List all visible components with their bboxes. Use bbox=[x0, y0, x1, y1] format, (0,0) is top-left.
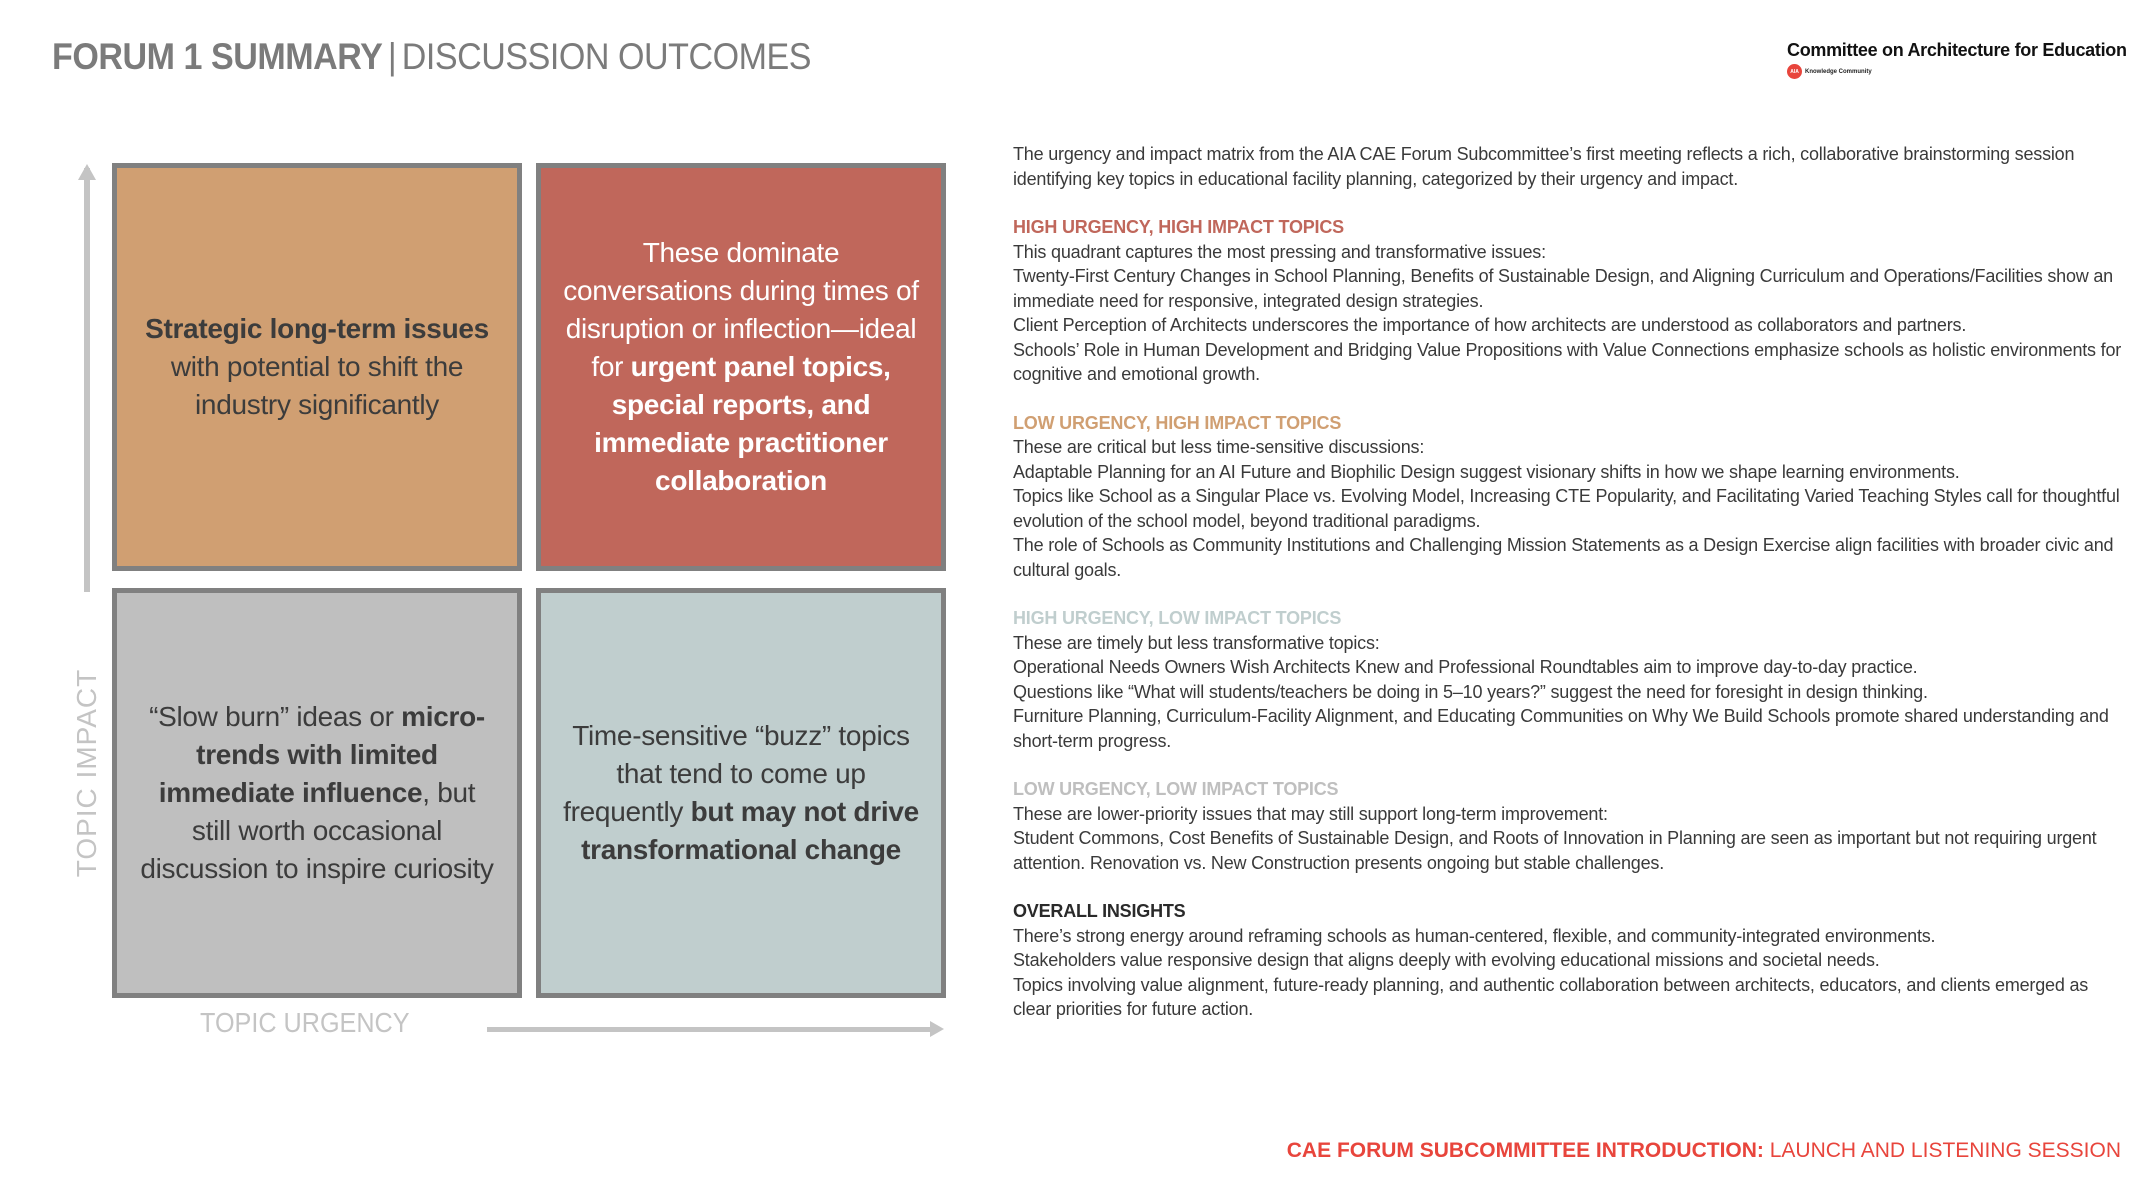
section-line: Topics like School as a Singular Place vs. Evolving Model, Increasing CTE Popularity, and Facilitating Varied Teaching Styles call for thoughtful evolution of the school model, beyond traditional paradigms. bbox=[1013, 486, 2120, 531]
section-line: Topics involving value alignment, future-ready planning, and authentic collaboration between architects, educators, and clients emerged as clear priorities for future action. bbox=[1013, 974, 2089, 1019]
quadrant-plain: , but still worth occasional discussion to inspire curiosity bbox=[140, 777, 494, 884]
section-line: Schools’ Role in Human Development and Bridging Value Propositions with Value Connections emphasize schools as holistic environments for cognitive and emotional growth. bbox=[1013, 339, 2122, 384]
aia-logo-icon: AIA bbox=[1787, 64, 1802, 79]
quadrant-plain: “Slow burn” ideas or bbox=[149, 701, 402, 732]
logo-name: Committee on Architecture for Education bbox=[1787, 40, 2127, 60]
quadrant-low-urgency-high-impact bbox=[112, 163, 522, 571]
quadrant-bold: Strategic long-term issues bbox=[145, 313, 489, 344]
y-axis-label: TOPIC IMPACT bbox=[71, 668, 102, 878]
section-line: Furniture Planning, Curriculum-Facility Alignment, and Educating Communities on Why We Build Schools promote shared understanding and short-term progress. bbox=[1013, 706, 2109, 751]
x-axis-label: TOPIC URGENCY bbox=[200, 1007, 410, 1038]
section-low-urgency-high-impact bbox=[1013, 411, 2123, 583]
quadrant-text bbox=[137, 310, 497, 424]
logo-subtitle: Knowledge Community bbox=[1805, 68, 1872, 75]
quadrant-plain: Time-sensitive “buzz” topics that tend to come up frequently bbox=[563, 720, 910, 827]
footer-bold: CAE FORUM SUBCOMMITTEE INTRODUCTION: bbox=[1286, 1139, 1764, 1162]
section-line: These are critical but less time-sensitive discussions: bbox=[1013, 437, 1425, 457]
quadrant-bold: but may not drive transformational change bbox=[581, 796, 919, 865]
quadrant-plain: These dominate conversations during times of disruption or inflection—ideal for bbox=[563, 237, 919, 382]
summary-column bbox=[1013, 142, 2123, 1022]
quadrant-text bbox=[561, 717, 921, 869]
section-line: Twenty-First Century Changes in School Planning, Benefits of Sustainable Design, and Aligning Curriculum and Operations/Facilities show an immediate need for responsive, integrated design strategies. bbox=[1013, 266, 2113, 311]
page-title bbox=[52, 36, 811, 78]
section-line: Student Commons, Cost Benefits of Sustainable Design, and Roots of Innovation in Planning are seen as important but not requiring urgent attention. Renovation vs. New Construction presents ongoing but stable challenges. bbox=[1013, 828, 2097, 873]
quadrant-plain: with potential to shift the industry significantly bbox=[170, 351, 464, 420]
section-heading: HIGH URGENCY, LOW IMPACT TOPICS bbox=[1013, 608, 1342, 628]
section-heading: HIGH URGENCY, HIGH IMPACT TOPICS bbox=[1013, 217, 1344, 237]
section-heading: OVERALL INSIGHTS bbox=[1013, 901, 1186, 921]
arrow-right-icon bbox=[930, 1021, 944, 1037]
title-separator: | bbox=[387, 36, 397, 77]
section-high-urgency-low-impact bbox=[1013, 606, 2123, 753]
urgency-axis-arrow-line bbox=[487, 1027, 932, 1032]
section-line: Adaptable Planning for an AI Future and Biophilic Design suggest visionary shifts in how we shape learning environments. bbox=[1013, 461, 1960, 482]
section-line: Stakeholders value responsive design that aligns deeply with evolving educational missions and societal needs. bbox=[1013, 950, 1880, 970]
section-line: These are lower-priority issues that may still support long-term improvement: bbox=[1013, 803, 1608, 824]
quadrant-bold: urgent panel topics, special reports, and immediate practitioner collaboration bbox=[594, 351, 891, 496]
section-high-urgency-high-impact bbox=[1013, 215, 2123, 387]
intro-paragraph: The urgency and impact matrix from the AIA CAE Forum Subcommittee’s first meeting reflects a rich, collaborative brainstorming session identifying key topics in educational facility planning, categorized by their urgency and impact. bbox=[1013, 144, 2075, 189]
quadrant-text bbox=[561, 234, 921, 500]
section-line: The role of Schools as Community Institutions and Challenging Mission Statements as a Design Exercise align facilities with broader civic and cultural goals. bbox=[1013, 535, 2114, 580]
quadrant-text bbox=[137, 698, 497, 888]
section-line: These are timely but less transformative topics: bbox=[1013, 632, 1380, 653]
impact-axis-arrow-line bbox=[84, 168, 90, 592]
quadrant-bold: micro-trends with limited immediate influence bbox=[158, 701, 485, 808]
section-line: Operational Needs Owners Wish Architects Knew and Professional Roundtables aim to improve day-to-day practice. bbox=[1013, 657, 1918, 677]
footer-text: LAUNCH AND LISTENING SESSION bbox=[1763, 1139, 2121, 1162]
section-line: Client Perception of Architects underscores the importance of how architects are understood as collaborators and partners. bbox=[1013, 315, 1967, 335]
section-heading: LOW URGENCY, HIGH IMPACT TOPICS bbox=[1013, 412, 1342, 433]
section-line: There’s strong energy around reframing schools as human-centered, flexible, and community-integrated environments. bbox=[1013, 925, 1936, 946]
title-light: DISCUSSION OUTCOMES bbox=[401, 36, 812, 77]
title-bold: FORUM 1 SUMMARY bbox=[52, 36, 383, 77]
section-low-urgency-low-impact bbox=[1013, 777, 2123, 875]
quadrant-high-urgency-high-impact bbox=[536, 163, 946, 571]
section-line: This quadrant captures the most pressing and transformative issues: bbox=[1013, 241, 1546, 262]
section-heading: LOW URGENCY, LOW IMPACT TOPICS bbox=[1013, 779, 1339, 799]
quadrant-low-urgency-low-impact bbox=[112, 588, 522, 998]
section-overall-insights bbox=[1013, 899, 2123, 1022]
section-line: Questions like “What will students/teachers be doing in 5–10 years?” suggest the need for foresight in design thinking. bbox=[1013, 681, 1928, 702]
logo-sub bbox=[1787, 64, 2127, 79]
quadrant-high-urgency-low-impact bbox=[536, 588, 946, 998]
committee-logo bbox=[1787, 40, 2127, 79]
footer-caption bbox=[1287, 1139, 2121, 1163]
arrow-up-icon bbox=[78, 164, 96, 180]
